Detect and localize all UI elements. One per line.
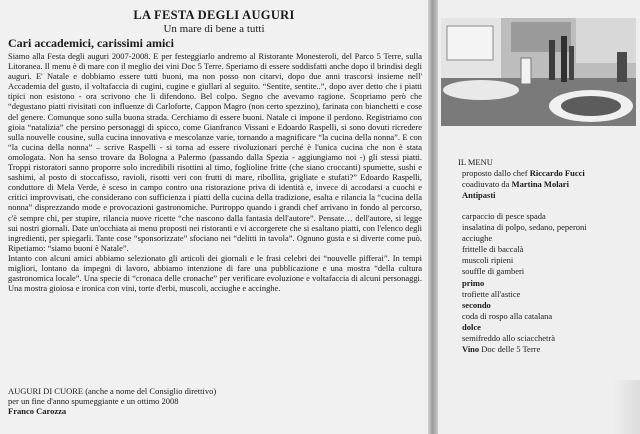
menu-item: muscoli ripieni [462,255,514,265]
paragraph-1: Siamo alla Festa degli auguri 2007-2008. E per festeggiarlo andremo al Ristorante Monesteroli, del Parco 5 Terre, sulla Litoranea. Il menu è di mare con il meglio dei vini Doc 5 Terre. Speriamo di essere soddisfatti anche dopo il brindisi degli auguri. E' Natale e dobbiamo essere tutti buoni, ma non posso non citarvi, dopo due anni trascorsi insieme nell' Accademia del gusto, il voltafaccia di cugini, cugine e giullari al seguito. “Sentite, sentite..”, dopo aver detto che i piatti tipici non esistono - ora scrivono che li difendono. Bel colpo. Segno che avevamo ragione. Scopriamo però che “degustano piatti rivisitati con influenze di Carloforte, Cappon Magro (non certo spezzino), farinata con bianchetti e cose del genere. Comunque sono sulla buona strada. Cerchiamo di essere buoni. Natale ci impone il perdono. Registriamo con gioia “natalizia” che persino personaggi di spicco, come Gianfranco Vissani e Edoardo Raspelli, si sono dovuti ricredere sulla nouvelle cousine, sulla cucina innovativa e mescolanze varie, tornando a magnificare “la cucina della nonna”. E con “la cucina della nonna” – scrive Raspelli - si torna ad essere rivoluzionari perché è l'unica cucina che non è stata omologata. Non ha senso trovare da Bologna a Palermo (passando dalla Spezia - aggiungiamo noi -) gli stessi piatti. Troppi ristoratori sanno proporre solo incredibili risottini al timo, foglioline fritte (che siano croccanti) spumette, sushi e sashimi, al posto di stoccafisso, ravioli, risotti veri con frutti di mare, ribollita, grigliate e stufati?” Edoardo Raspelli, conduttore di Mela Verde, è sceso in campo contro una ristorazione priva di identità e, invece di accodarsi a cuochi e critici improvvisati, che considerano con sufficienza i piatti della cucina della tradizione, esalta e rilancia la “cucina della nonna” disprezzando mode e provocazioni gastronomiche. Purtroppo quando i grandi chef arrivano in fondo al percorso, c'è sempre chi, per stupire, rilancia nuove ricette “che nascono dalla fantasia dell'autore”. Pensate… dell'autore, si legge sui nostri giornali. Date un'occhiata ai menu proposti nei ristoranti e vi accorgerete che si esaltano piatti, con l'elenco degli ingredienti, per spiegarli. Tante cose “sponsorizzate” sfociano nei “delitti in tavola”. Ognuno gusta e si diverte come può. Ripetiamo: “siamo buoni è Natale”. [8,51,422,253]
wine-text: Doc delle 5 Terre [479,344,541,354]
chef-prefix: proposto dallo chef [462,168,530,178]
salutation: Cari accademici, carissimi amici [8,36,174,50]
chef-name: Riccardo Fucci [529,168,585,178]
page-subtitle: Un mare di bene a tutti [163,23,265,35]
assistant-prefix: coadiuvato da [462,179,512,189]
scan-shadow [612,380,640,434]
menu-item: carpaccio di pesce spada [462,211,546,221]
menu-heading: IL MENU [458,157,493,167]
section-dolce: dolce [462,322,481,332]
page-title: LA FESTA DEGLI AUGURI [133,8,295,22]
menu-item: frittelle di baccalà [462,244,524,254]
signature-name: Franco Carozza [8,406,67,417]
letter-body [8,51,422,293]
assistant-line [462,179,569,189]
assistant-name: Martina Molari [511,179,569,189]
page-fold [428,0,438,434]
restaurant-photo [441,18,636,126]
menu-item: acciughe [462,233,493,243]
section-secondo: secondo [462,300,491,310]
signature-line-1: AUGURI DI CUORE (anche a nome del Consiglio direttivo) [8,386,217,396]
signature-line-2: per un fine d'anno spumeggiante e un ottimo 2008 [8,396,179,407]
menu-item: souffle di gamberi [462,266,525,276]
wine-line [462,344,540,354]
wine-label: Vino [462,344,480,354]
restaurant-photo-illustration [441,18,636,126]
section-primo: primo [462,278,485,288]
menu-item: insalatina di polpo, sedano, peperoni [462,222,587,232]
signature-block [8,386,216,417]
menu-item: trofiette all'astice [462,289,521,299]
menu-item: coda di rospo alla catalana [462,311,553,321]
paragraph-2: Intanto con alcuni amici abbiamo selezionato gli articoli dei giornali e le frasi celebri dei “nouvelle pifferai”. In tempi migliori, lontano da impegni di lavoro, abbiamo intenzione di fare una pubblicazione e una mostra “della cultura gastronomica locale”. Una specie di “cronaca delle cronache” per verificare evoluzione e voltafaccia di alcuni personaggi. Una mostra gioiosa e ironica con vini, torte d'erbi, muscoli, acciughe e accinghe. [8,252,422,294]
section-antipasti: Antipasti [462,190,496,200]
chef-line [462,168,585,178]
menu-item: semifreddo allo sciacchetrà [462,333,555,343]
